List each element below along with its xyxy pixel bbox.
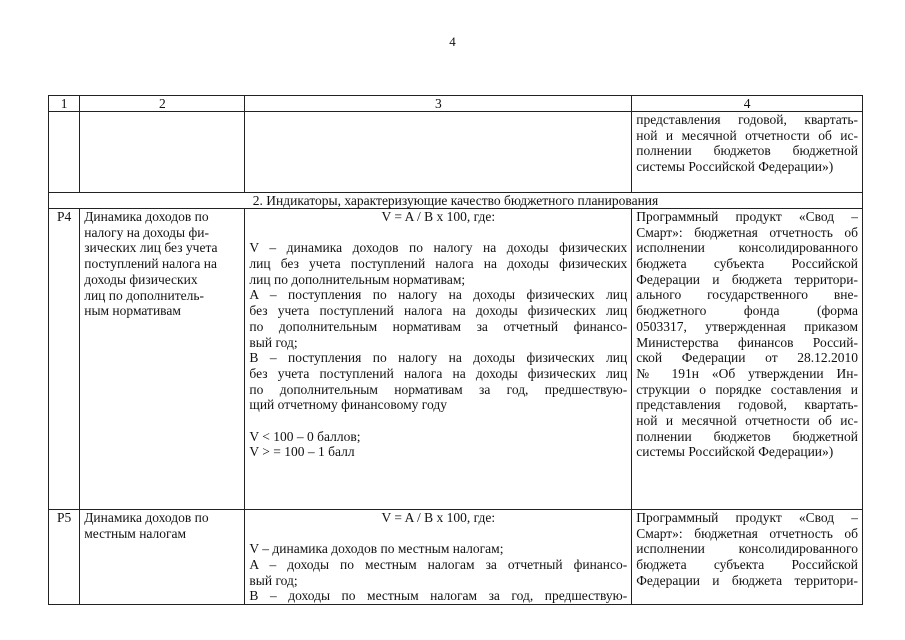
- source-line: ной и месячной отчетности об ис-: [636, 412, 858, 428]
- section-header-row: [49, 193, 863, 209]
- indicator-name-cell: [80, 510, 245, 605]
- source-line: ального государственного вне-: [636, 287, 858, 303]
- formula-desc-line: A – доходы по местным налогам за отчетный финансо-: [249, 557, 628, 573]
- source-line: представления годовой, квартать-: [636, 112, 858, 127]
- formula-desc-line: B – доходы по местным налогам за год, предшествую-: [249, 588, 628, 604]
- source-cell: [632, 209, 863, 510]
- spacer: [249, 413, 627, 429]
- row-code: P5: [49, 510, 80, 605]
- source-line: полнении бюджетов бюджетной: [636, 428, 858, 444]
- indicator-name-line: доходы физических: [84, 271, 198, 287]
- source-line: Смарт»: бюджетная отчетность об: [636, 224, 858, 240]
- formula-desc-line: щий отчетному финансовому году: [249, 397, 447, 413]
- source-line: представления годовой, квартать-: [636, 397, 858, 413]
- table-header-row: [49, 96, 863, 112]
- source-line: № 191н «Об утверждении Ин-: [636, 365, 858, 381]
- header-col-1: 1: [49, 96, 80, 112]
- source-line: бюджета субъекта Российской: [636, 557, 858, 573]
- indicator-name-line: ным нормативам: [84, 303, 181, 319]
- indicator-name-line: Динамика доходов по: [84, 209, 209, 224]
- source-cell: [632, 510, 863, 605]
- indicator-name-line: поступлений налога на: [84, 256, 217, 272]
- formula-desc-line: без учета поступлений налога на доходы физических лиц: [249, 303, 628, 319]
- table-row-p5: [49, 510, 863, 605]
- header-col-2: 2: [80, 96, 245, 112]
- formula: V = A / B x 100, где:: [381, 510, 496, 525]
- indicator-name-line: зических лиц без учета: [84, 240, 218, 256]
- continuation-row: [49, 112, 863, 193]
- continuation-col-3: [245, 112, 632, 193]
- source-line: Федерации и бюджета территори-: [636, 572, 858, 588]
- page-number: 4: [449, 34, 456, 49]
- formula-cell: [245, 510, 632, 605]
- source-line: ской Федерации от 28.12.2010: [636, 350, 858, 366]
- formula-desc-line: V – динамика доходов по местным налогам;: [249, 541, 504, 557]
- header-col-4: 4: [632, 96, 863, 112]
- score-line: V > = 100 – 1 балл: [249, 444, 355, 460]
- formula-desc-line: A – поступления по налогу на доходы физических лиц: [249, 287, 628, 303]
- table-row-p4: [49, 209, 863, 510]
- formula-desc-line: B – поступления по налогу на доходы физических лиц: [249, 350, 628, 366]
- continuation-col-1: [49, 112, 80, 193]
- indicator-name-line: лиц по дополнитель-: [84, 287, 205, 303]
- indicator-name-line: налогу на доходы фи-: [84, 224, 209, 240]
- source-line: 0503317, утвержденная приказом: [636, 318, 858, 334]
- source-line: бюджетного фонда (форма: [636, 303, 858, 319]
- formula-desc-line: лиц без учета поступлений налога на доходы физических: [249, 256, 628, 272]
- indicator-name-line: местным налогам: [84, 525, 187, 541]
- spacer: [249, 526, 627, 542]
- source-line: бюджета субъекта Российской: [636, 256, 858, 272]
- formula-desc-line: по дополнительным нормативам за год, предшествую-: [249, 381, 628, 397]
- formula-desc-line: по дополнительным нормативам за отчетный финансо-: [249, 318, 628, 334]
- source-line: Смарт»: бюджетная отчетность об: [636, 525, 858, 541]
- continuation-col-2: [80, 112, 245, 193]
- formula-desc-line: вый год;: [249, 334, 298, 350]
- source-line: системы Российской Федерации»): [636, 444, 834, 460]
- indicator-name-line: Динамика доходов по: [84, 510, 209, 525]
- continuation-source-cell: [632, 112, 863, 193]
- header-col-3: 3: [245, 96, 632, 112]
- source-line: Федерации и бюджета территори-: [636, 271, 858, 287]
- source-line: струкции о порядке составления и: [636, 381, 858, 397]
- formula-desc-line: лиц по дополнительным нормативам;: [249, 271, 466, 287]
- score-line: V < 100 – 0 баллов;: [249, 428, 361, 444]
- formula-desc-line: вый год;: [249, 572, 298, 588]
- source-line: Программный продукт «Свод –: [636, 510, 858, 525]
- source-line: исполнении консолидированного: [636, 541, 858, 557]
- source-line: исполнении консолидированного: [636, 240, 858, 256]
- row-code: P4: [49, 209, 80, 510]
- source-line: ной и месячной отчетности об ис-: [636, 127, 858, 143]
- section-title: 2. Индикаторы, характеризующие качество бюджетного планирования: [49, 193, 863, 209]
- source-line: Министерства финансов Россий-: [636, 334, 858, 350]
- formula-desc-line: без учета поступлений налога на доходы физических лиц: [249, 365, 628, 381]
- source-line: Программный продукт «Свод –: [636, 209, 858, 224]
- spacer: [249, 225, 627, 241]
- formula: V = A / B x 100, где:: [381, 209, 496, 224]
- formula-desc-line: V – динамика доходов по налогу на доходы физических: [249, 240, 628, 256]
- indicator-table: [48, 95, 863, 605]
- source-line: полнении бюджетов бюджетной: [636, 143, 858, 159]
- formula-cell: [245, 209, 632, 510]
- indicator-name-cell: [80, 209, 245, 510]
- source-line: системы Российской Федерации»): [636, 159, 834, 175]
